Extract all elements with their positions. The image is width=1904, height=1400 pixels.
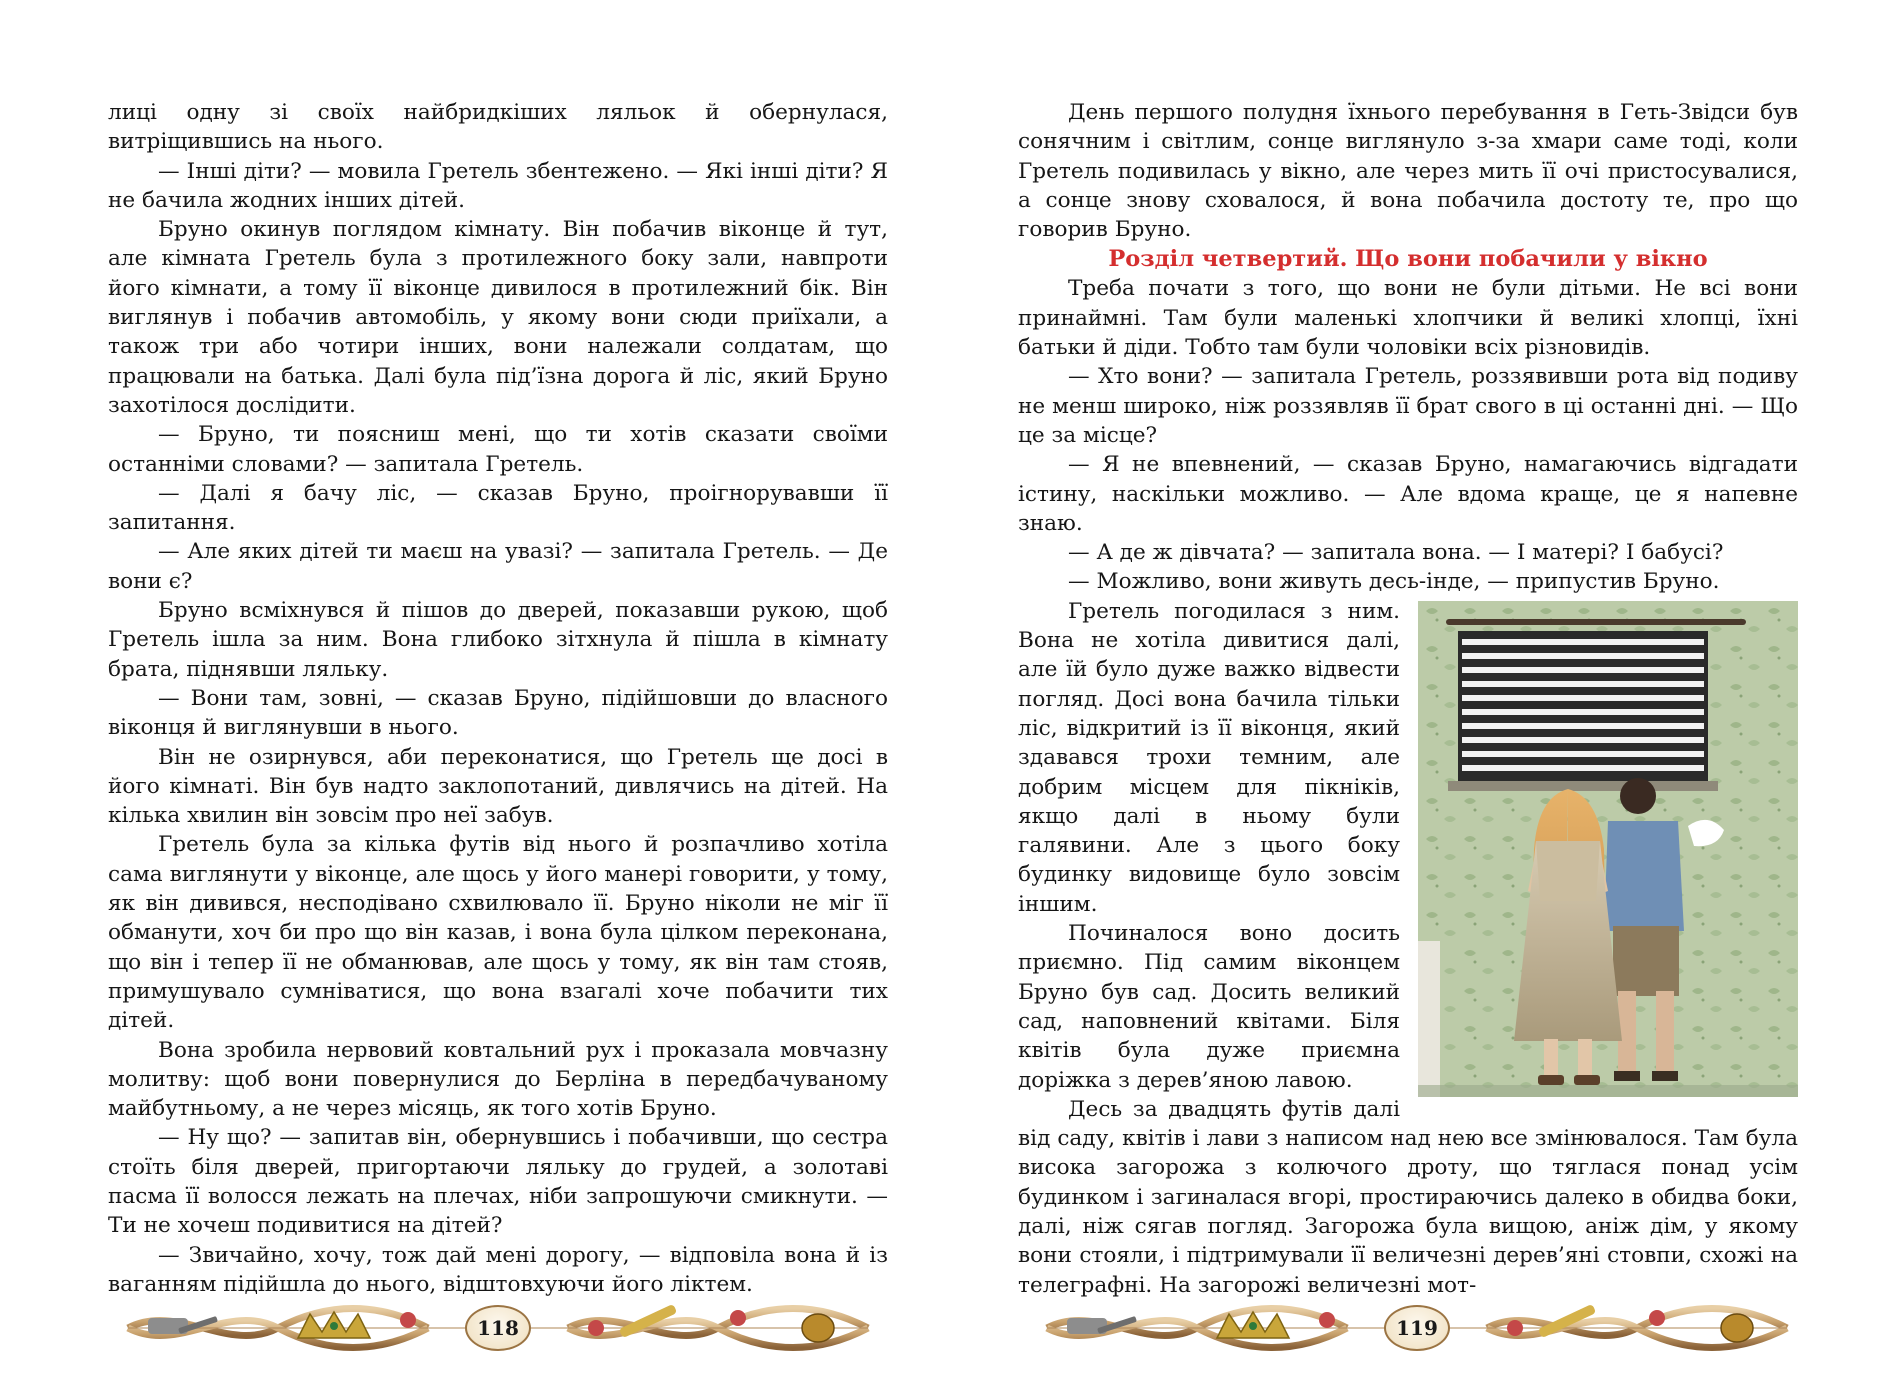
paragraph: — Далі я бачу ліс, — сказав Бруно, проігнорувавши її запитання. [108, 480, 888, 536]
paragraph: — Звичайно, хочу, тож дай мені дорогу, — відповіла вона й із ваганням підійшла до нього, відштовхуючи його ліктем. [108, 1242, 888, 1297]
paragraph: — Можливо, вони живуть десь-інде, — припустив Бруно. [1068, 569, 1720, 595]
paragraph: — А де ж дівчата? — запитала вона. — І матері? І бабусі? [1068, 540, 1724, 566]
paragraph: Починалося воно досить приємно. Під самим віконцем Бруно був сад. Досить великий сад, наповнений квітами. Біля квітів була дуже приємна доріжка з дерев’яною лавою. [1018, 921, 1400, 1093]
chapter-title: Розділ четвертий. Що вони побачили у вікно [1108, 246, 1708, 273]
page-number: 119 [1384, 1305, 1450, 1351]
paragraph: — Але яких дітей ти маєш на увазі? — запитала Гретель. — Де вони є? [108, 539, 888, 594]
paragraph: Вона зробила нервовий ковтальний рух і проказала мовчазну молитву: щоб вони повернулися до Берліна в передбачуваному майбутньому, а не через місяць, як того хотів Бруно. [108, 1037, 888, 1122]
paragraph: — Хто вони? — запитала Гретель, роззявивши рота від подиву не менш широко, ніж роззявляв її брат свого в ці останні дні. — Що це за місце? [1018, 364, 1798, 448]
right-page [952, 0, 1904, 1400]
paragraph: Треба почати з того, що вони не були дітьми. Не всі вони принаймні. Там були маленькі хлопчики й великі хлопці, їхні батьки й діди. Тобто там були чоловіки всіх різновидів. [1018, 276, 1798, 361]
paragraph: Гретель була за кілька футів від нього й розпачливо хотіла сама виглянути у віконце, але щось у його манері говорити, у тому, як він дивився, несподівано схвилювало її. Бруно ніколи не міг її обманути, хоч би про що він казав, і вона була цілком переконана, що він і тепер її не обманював, але щось у тому, як він там стояв, примушувало сумніватися, що вона взагалі хоче побачити тих дітей. [108, 832, 888, 1034]
children-at-window-icon [1418, 601, 1798, 1097]
paragraph: — Я не впевнений, — сказав Бруно, намагаючись відгадати істину, наскільки можливо. — Але вдома краще, це я напевне знаю. [1018, 452, 1798, 536]
ornamental-border-icon [1037, 1298, 1797, 1358]
paragraph: — Вони там, зовні, — сказав Бруно, підійшовши до власного віконця й виглянувши в нього. [108, 685, 888, 741]
paragraph: — Інші діти? — мовила Гретель збентежено. — Які інші діти? Я не бачила жодних інших дітей. [108, 158, 888, 213]
paragraph: Гретель погодилася з ним. Вона не хотіла дивитися далі, але їй було дуже важко відвести погляд. Досі вона бачила тільки ліс, відкритий із її віконця, який здавався трохи темним, але добрим місцем для пікніків, якщо далі в ньому були галявини. Але з цього боку будинку видовище було зовсім іншим. [1018, 598, 1400, 917]
page-number: 118 [465, 1305, 531, 1351]
paragraph: лиці одну зі своїх найбридкіших ляльок й обернулася, витріщившись на нього. [108, 100, 888, 155]
paragraph: — Бруно, ти поясниш мені, що ти хотів сказати своїми останніми словами? — запитала Гретель. [108, 422, 888, 477]
paragraph: Він не озирнувся, аби переконатися, що Гретель ще досі в його кімнаті. Він був надто заклопотаний, дивлячись на дітей. На кілька хвилин він зовсім про неї забув. [108, 744, 888, 829]
children-at-window-illustration [1418, 601, 1798, 1097]
paragraph: Бруно окинув поглядом кімнату. Він побачив віконце й тут, але кімната Гретель була з протилежного боку зали, навпроти його кімнати, а тому її віконце дивилося в протилежний бік. Він виглянув і побачив автомобіль, у якому вони сюди приїхали, а також три або чотири інших, вони належали солдатам, що працювали на батька. Далі була під’їзна дорога й ліс, який Бруно захотілося дослідити. [108, 217, 888, 418]
paragraph: — Ну що? — запитав він, обернувшись і побачивши, що сестра стоїть біля дверей, пригортаючи ляльку до грудей, а золотаві пасма її волосся лежать на плечах, ніби запрошуючи смикнути. — Ти не хочеш подивитися на дітей? [108, 1125, 888, 1239]
left-page-text [108, 98, 888, 1299]
ornamental-border-icon [118, 1298, 878, 1358]
paragraph: День першого полудня їхнього перебування в Геть-Звідси був сонячним і світлим, сонце виглянуло з-за хмари саме тоді, коли Гретель подивилась у вікно, але через мить її очі пристосувалися, а сонце знову сховалося, й вона побачила достоту те, про що говорив Бруно. [1018, 100, 1798, 243]
paragraph: Десь за двадцять футів далі від саду, квітів і лави з написом над нею все змінювалося. Там була висока загорожа з колючого дроту, що тяглася понад усім будинком і загиналася вгорі, простираючись далеко в обидва боки, далі, ніж сягав погляд. Загорожа була вищою, аніж дім, у якому вони стояли, і підтримували її величезні дерев’яні стовпи, схожі на телеграфні. На загорожі величезні мот- [1018, 1096, 1798, 1298]
paragraph: Бруно всміхнувся й пішов до дверей, показавши рукою, щоб Гретель ішла за ним. Вона глибоко зітхнула й пішла в кімнату брата, піднявши ляльку. [108, 598, 888, 682]
right-page-text [1018, 98, 1798, 1300]
